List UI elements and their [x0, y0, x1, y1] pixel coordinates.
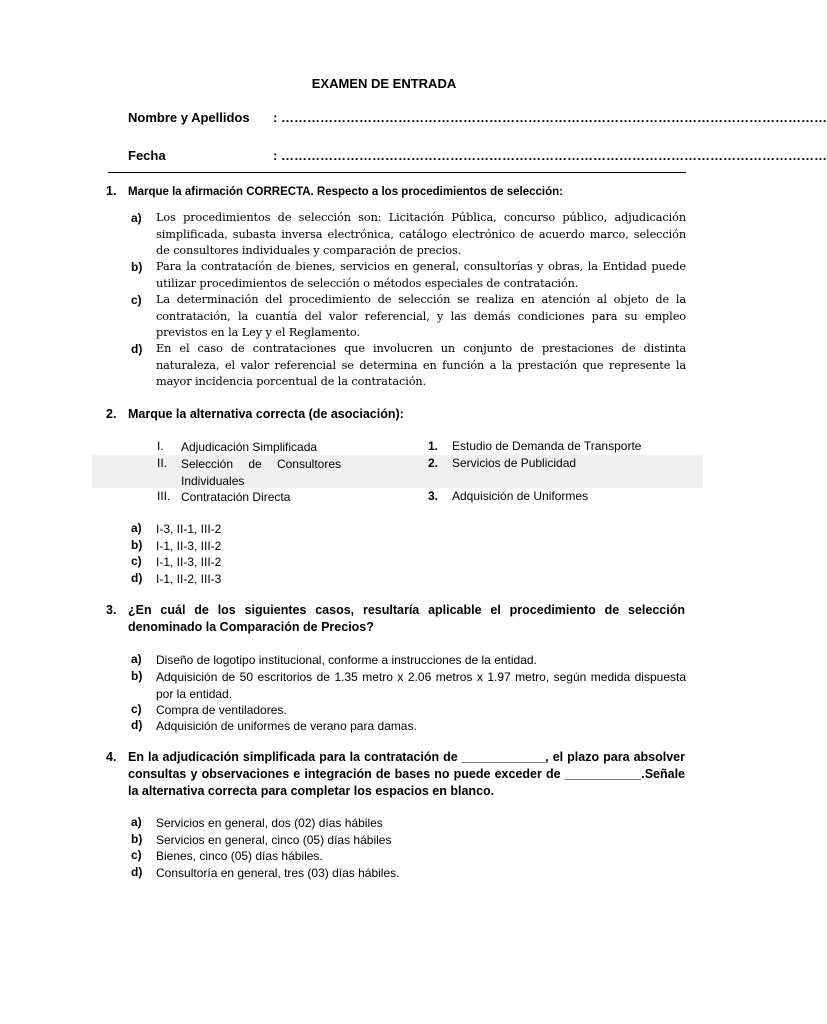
- right-item-1-text: Estudio de Demanda de Transporte: [452, 439, 642, 453]
- q4-option-b-text: Servicios en general, cinco (05) días hábiles: [156, 833, 392, 847]
- q2-option-a-text: I-3, II-1, III-2: [156, 522, 222, 536]
- right-item-3-mark: 3.: [428, 489, 439, 503]
- page-title: EXAMEN DE ENTRADA: [311, 76, 457, 91]
- q1-option-c-letter: c): [131, 293, 142, 307]
- q3-option-d-text: Adquisición de uniformes de verano para damas.: [156, 719, 417, 733]
- q3-option-a-letter: a): [131, 652, 142, 666]
- question-4-number: 4.: [106, 750, 117, 764]
- left-item-2-mark: II.: [157, 456, 168, 470]
- q3-option-b-letter: b): [131, 669, 143, 683]
- q3-option-b-text: Adquisición de 50 escritorios de 1.35 metro x 2.06 metros x 1.97 metro, según medida dispuesta por la entidad.: [156, 670, 686, 701]
- right-item-1-mark: 1.: [428, 439, 439, 453]
- question-2-number: 2.: [106, 407, 117, 421]
- q3-option-a-text: Diseño de logotipo institucional, conforme a instrucciones de la entidad.: [156, 653, 537, 667]
- q3-option-d-letter: d): [131, 718, 143, 732]
- q4-option-d-text: Consultoría en general, tres (03) días hábiles.: [156, 866, 400, 880]
- q3-option-c-letter: c): [131, 702, 142, 716]
- left-item-1-text: Adjudicación Simplificada: [181, 440, 318, 454]
- left-item-3-text: Contratación Directa: [181, 490, 291, 504]
- q1-option-a-letter: a): [131, 211, 142, 225]
- q2-option-d-letter: d): [131, 571, 143, 585]
- date-label: Fecha: [128, 148, 166, 163]
- left-item-2-text: Selección de Consultores Individuales: [181, 457, 341, 488]
- header-divider: [108, 172, 686, 173]
- question-2-text: Marque la alternativa correcta (de asociación):: [128, 407, 404, 421]
- q2-option-c-letter: c): [131, 554, 142, 568]
- q4-option-a-letter: a): [131, 815, 142, 829]
- question-4-text: En la adjudicación simplificada para la contratación de ____________, el plazo para absolver consultas y observaciones e integración de bases no puede exceder de ___________.Señale la alternativa correcta para completar los espacios en blanco.: [128, 750, 685, 798]
- q4-option-c-text: Bienes, cinco (05) días hábiles.: [156, 849, 323, 863]
- q1-option-c-text: La determinación del procedimiento de selección se realiza en atención al objeto de la contratación, la cuantía del valor referencial, y las demás condiciones para su empleo previstos en la Ley y el Reglamento.: [156, 293, 686, 339]
- q1-option-d-letter: d): [131, 342, 143, 356]
- q2-option-d-text: I-1, II-2, III-3: [156, 572, 222, 586]
- right-item-3-text: Adquisición de Uniformes: [452, 489, 589, 503]
- question-1-number: 1.: [106, 184, 117, 198]
- left-item-1-mark: I.: [157, 439, 164, 453]
- q2-option-c-text: I-1, II-3, III-2: [156, 555, 222, 569]
- q1-option-b-text: Para la contratación de bienes, servicios en general, consultorías y obras, la Entidad puede utilizar procedimientos de selección o métodos especiales de contratación.: [156, 260, 686, 290]
- name-label: Nombre y Apellidos: [128, 110, 250, 125]
- right-item-2-mark: 2.: [428, 456, 439, 470]
- q2-option-b-text: I-1, II-3, III-2: [156, 539, 222, 553]
- date-fill-line: : ………………………………………………………………………………………………………………: [273, 148, 827, 163]
- q4-option-a-text: Servicios en general, dos (02) días hábiles: [156, 816, 383, 830]
- q1-option-d-text: En el caso de contrataciones que involucren un conjunto de prestaciones de distinta naturaleza, el valor referencial se determina en función a la prestación que represente la mayor incidencia porcentual de la contratación.: [156, 342, 686, 388]
- q3-option-c-text: Compra de ventiladores.: [156, 703, 287, 717]
- name-fill-line: : ………………………………………………………………………………………………………………: [273, 110, 827, 125]
- q2-option-a-letter: a): [131, 521, 142, 535]
- q4-option-c-letter: c): [131, 848, 142, 862]
- q1-option-a-text: Los procedimientos de selección son: Licitación Pública, concurso público, adjudicación simplificada, subasta inversa electrónica, catálogo electrónico de acuerdo marco, selección de consultores individuales y comparación de precios.: [156, 211, 686, 257]
- question-1-text: Marque la afirmación CORRECTA. Respecto a los procedimientos de selección:: [128, 186, 563, 198]
- question-3-number: 3.: [106, 603, 117, 617]
- left-item-3-mark: III.: [157, 489, 171, 503]
- right-item-2-text: Servicios de Publicidad: [452, 456, 577, 470]
- question-3-text: ¿En cuál de los siguientes casos, resultaría aplicable el procedimiento de selección denominado la Comparación de Precios?: [128, 603, 685, 634]
- q1-option-b-letter: b): [131, 260, 143, 274]
- q4-option-b-letter: b): [131, 832, 143, 846]
- q4-option-d-letter: d): [131, 865, 143, 879]
- q2-option-b-letter: b): [131, 538, 143, 552]
